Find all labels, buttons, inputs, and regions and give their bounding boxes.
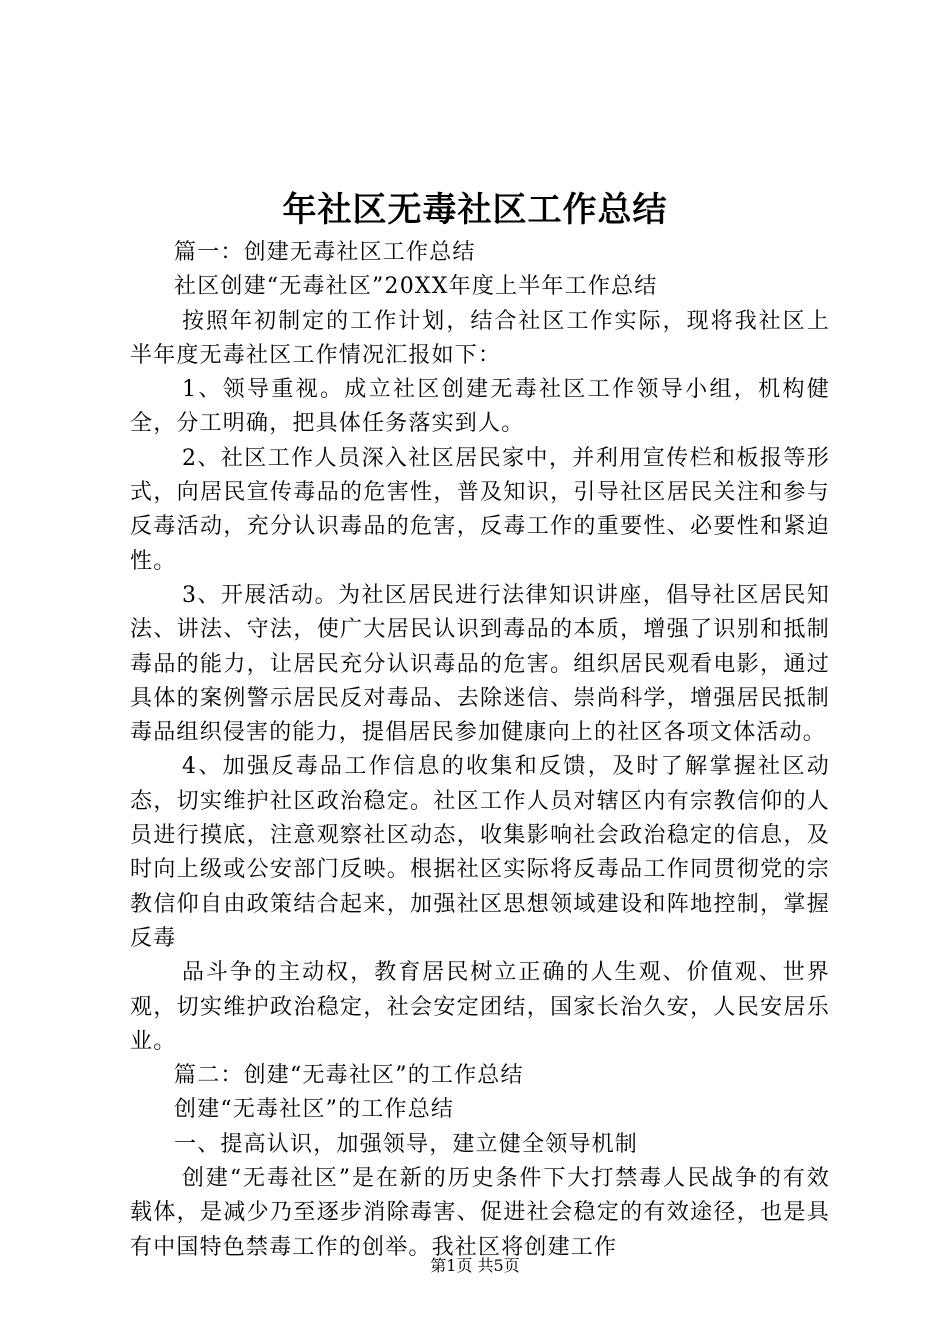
body-paragraph: 按照年初制定的工作计划，结合社区工作实际，现将我社区上半年度无毒社区工作情况汇报如下： <box>130 308 830 368</box>
body-paragraph: 4、加强反毒品工作信息的收集和反馈，及时了解掌握社区动态，切实维护社区政治稳定。社区工作人员对辖区内有宗教信仰的人员进行摸底，注意观察社区动态，收集影响社会政治稳定的信息，及时向上级或公安部门反映。根据社区实际将反毒品工作同贯彻党的宗教信仰自由政策结合起来，加强社区思想领域建设和阵地控制，掌握反毒 <box>130 754 830 951</box>
document-title: 年社区无毒社区工作总结 <box>282 190 668 230</box>
body-paragraph: 品斗争的主动权，教育居民树立正确的人生观、价值观、世界观，切实维护政治稳定，社会安定团结，国家长治久安，人民安居乐业。 <box>130 960 830 1054</box>
body-paragraph: 创建“无毒社区”是在新的历史条件下大打禁毒人民战争的有效载体，是减少乃至逐步消除毒害、促进社会稳定的有效途径，也是具有中国特色禁毒工作的创举。我社区将创建工作 <box>130 1166 830 1260</box>
body-paragraph: 创建“无毒社区”的工作总结 <box>174 1097 455 1123</box>
body-paragraph: 一、提高认识，加强领导，建立健全领导机制 <box>174 1131 639 1157</box>
body-paragraph: 篇二：创建“无毒社区”的工作总结 <box>174 1063 524 1089</box>
page-number-footer: 第1页 共5页 <box>430 1256 520 1275</box>
document-body <box>130 236 830 1265</box>
body-paragraph: 2、社区工作人员深入社区居民家中，并利用宣传栏和板报等形式，向居民宣传毒品的危害性，普及知识，引导社区居民关注和参与反毒活动，充分认识毒品的危害，反毒工作的重要性、必要性和紧迫性。 <box>130 445 830 574</box>
body-paragraph: 1、领导重视。成立社区创建无毒社区工作领导小组，机构健全，分工明确，把具体任务落实到人。 <box>130 377 830 437</box>
body-paragraph: 篇一：创建无毒社区工作总结 <box>174 240 476 265</box>
body-paragraph: 3、开展活动。为社区居民进行法律知识讲座，倡导社区居民知法、讲法、守法，使广大居民认识到毒品的本质，增强了识别和抵制毒品的能力，让居民充分认识毒品的危害。组织居民观看电影，通过具体的案例警示居民反对毒品、去除迷信、崇尚科学，增强居民抵制毒品组织侵害的能力，提倡居民参加健康向上的社区各项文体活动。 <box>130 582 830 746</box>
body-paragraph: 社区创建“无毒社区”20XX年度上半年工作总结 <box>174 274 658 300</box>
